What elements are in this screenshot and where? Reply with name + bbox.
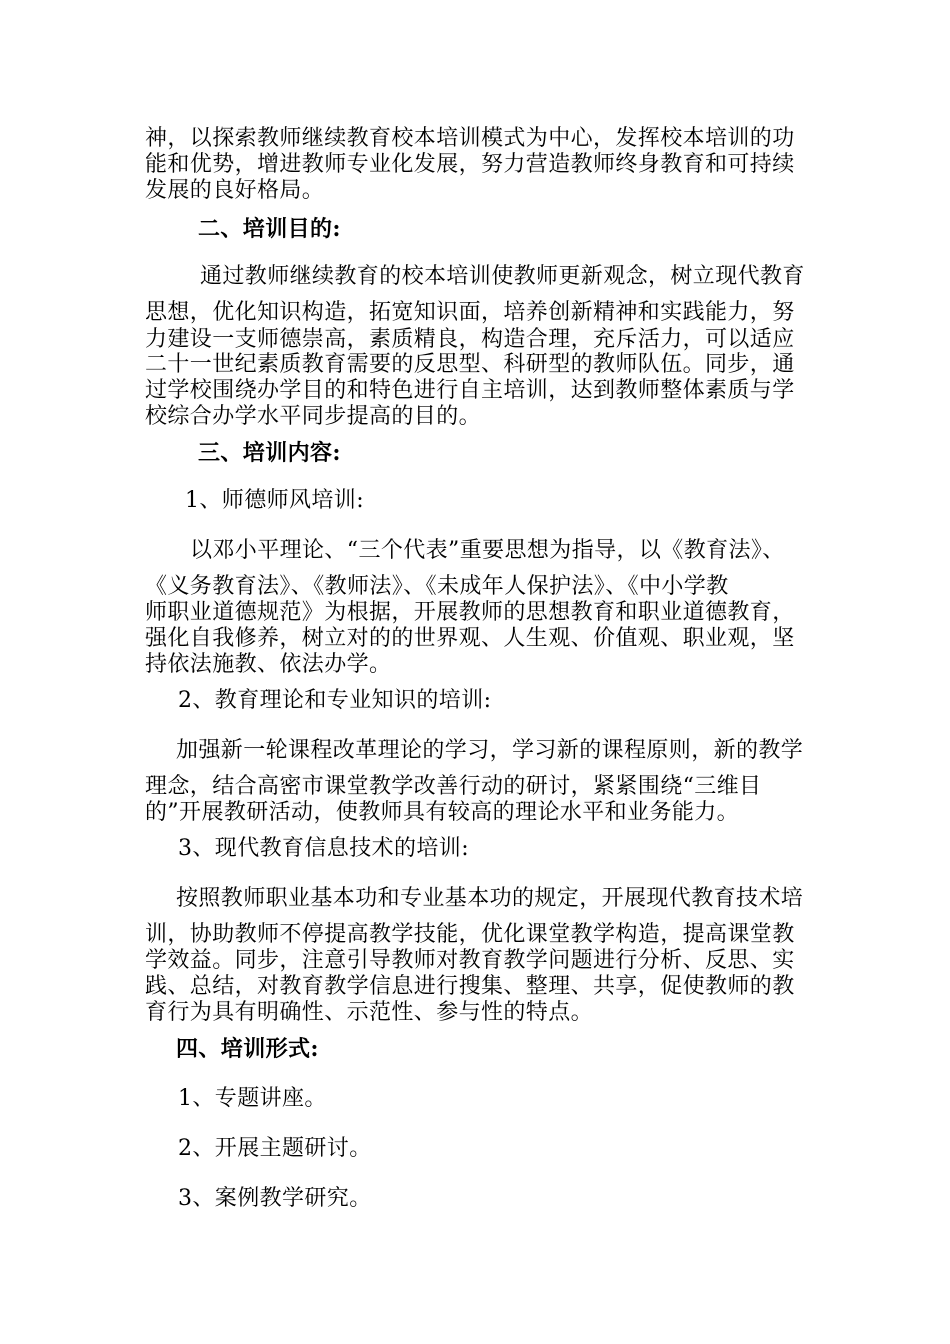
paragraph-line: 校综合办学水平同步提高的目的。 (145, 404, 482, 429)
intro-line: 神，以探索教师继续教育校本培训模式为中心，发挥校本培训的功 (145, 126, 795, 151)
intro-line: 能和优势，增进教师专业化发展，努力营造教师终身教育和可持续 (145, 152, 795, 177)
paragraph-line: 强化自我修养，树立对的的世界观、人生观、价值观、职业观，坚 (145, 626, 795, 651)
section-heading-format: 四、培训形式: (176, 1036, 319, 1062)
intro-line: 发展的良好格局。 (145, 178, 325, 203)
section-heading-purpose: 二、培训目的: (198, 216, 341, 242)
item-title-theory: 2、教育理论和专业知识的培训: (178, 688, 492, 713)
paragraph-line: 践、总结，对教育教学信息进行搜集、整理、共享，促使教师的教 (145, 974, 795, 999)
paragraph-line: 学效益。同步，注意引导教师对教育教学问题进行分析、反思、实 (145, 948, 795, 973)
list-item: 3、案例教学研究。 (178, 1186, 372, 1211)
paragraph-line: 力建设一支师德崇高，素质精良，构造合理，充斥活力，可以适应 (145, 327, 795, 352)
paragraph-line: 训，协助教师不停提高教学技能，优化课堂教学构造，提高课堂教 (145, 922, 795, 947)
paragraph-line: 育行为具有明确性、示范性、参与性的特点。 (145, 1000, 594, 1025)
paragraph-line: 按照教师职业基本功和专业基本功的规定，开展现代教育技术培 (176, 886, 804, 911)
section-heading-content: 三、培训内容: (198, 440, 341, 466)
item-title-it: 3、现代教育信息技术的培训: (178, 836, 470, 861)
list-item: 2、开展主题研讨。 (178, 1136, 372, 1161)
item-title-ethics: 1、师德师风培训: (185, 488, 365, 513)
list-item: 1、专题讲座。 (178, 1086, 327, 1111)
paragraph-line: 以邓小平理论、“三个代表”重要思想为指导，以《教育法》、 (190, 538, 785, 563)
paragraph-line: 通过教师继续教育的校本培训使教师更新观念，树立现代教育 (200, 264, 805, 289)
paragraph-line: 加强新一轮课程改革理论的学习，学习新的课程原则，新的教学 (176, 738, 804, 763)
paragraph-line: 的”开展教研活动，使教师具有较高的理论水平和业务能力。 (145, 800, 740, 825)
paragraph-line: 师职业道德规范》为根据，开展教师的思想教育和职业道德教育， (145, 600, 795, 625)
paragraph-line: 过学校围绕办学目的和特色进行自主培训，达到教师整体素质与学 (145, 378, 795, 403)
paragraph-line: 持依法施教、依法办学。 (145, 652, 392, 677)
paragraph-line: 《义务教育法》、《教师法》、《未成年人保护法》、《中小学教 (145, 574, 729, 599)
paragraph-line: 二十一世纪素质教育需要的反思型、科研型的教师队伍。同步，通 (145, 352, 795, 377)
paragraph-line: 思想，优化知识构造，拓宽知识面，培养创新精神和实践能力，努 (145, 300, 795, 325)
paragraph-line: 理念，结合高密市课堂教学改善行动的研讨，紧紧围绕“三维目 (145, 774, 762, 799)
